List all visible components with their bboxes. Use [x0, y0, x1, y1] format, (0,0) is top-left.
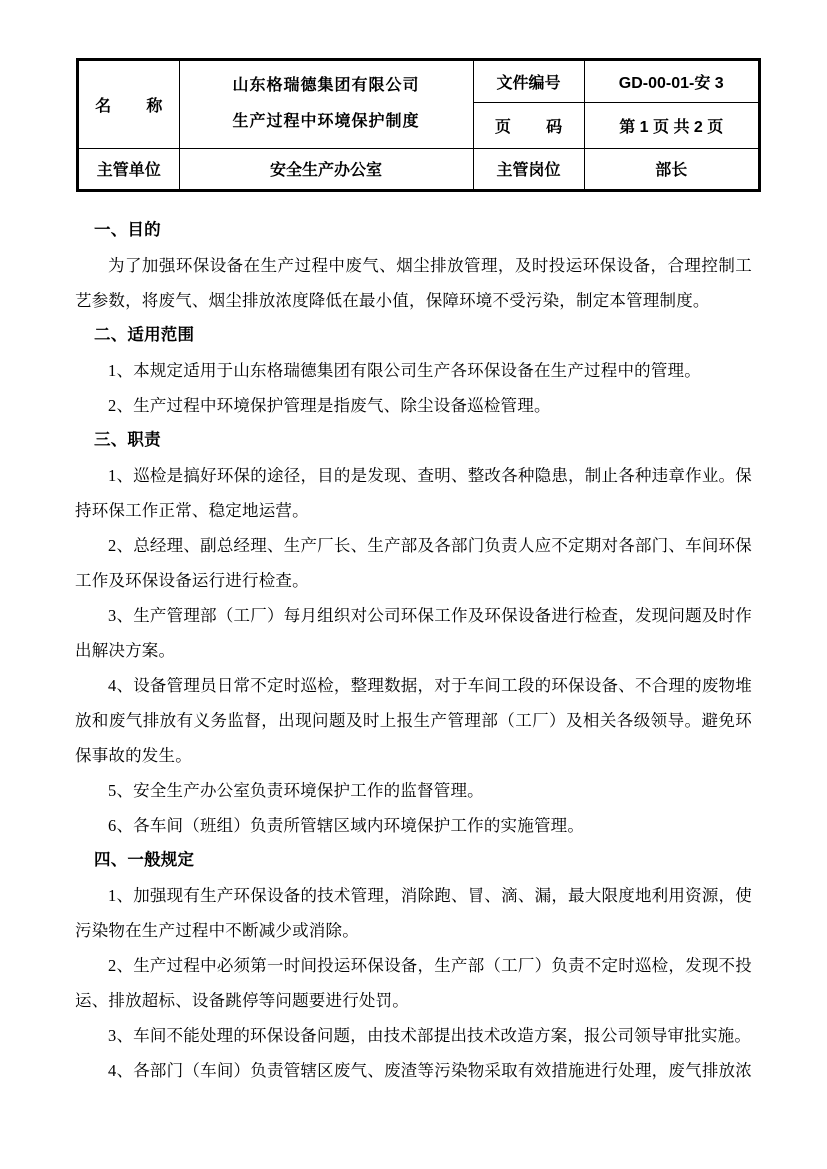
section-heading-purpose: 一、目的	[94, 221, 161, 239]
post-value: 部长	[584, 148, 759, 190]
header-row-3	[78, 148, 759, 190]
paragraph: 1、本规定适用于山东格瑞德集团有限公司生产各环保设备在生产过程中的管理。	[108, 361, 701, 380]
page-value: 第 1 页 共 2 页	[584, 102, 759, 148]
paragraph: 2、总经理、副总经理、生产厂长、生产部及各部门负责人应不定期对各部门、车间环保工作及环保设备运行进行检查。	[75, 536, 752, 590]
paragraph: 6、各车间（班组）负责所管辖区域内环境保护工作的实施管理。	[108, 816, 585, 835]
paragraph: 1、加强现有生产环保设备的技术管理，消除跑、冒、滴、漏，最大限度地利用资源，使污染物在生产过程中不断减少或消除。	[75, 886, 752, 940]
paragraph-continued-next-page: 4、各部门（车间）负责管辖区废气、废渣等污染物采取有效措施进行处理，废气排放浓	[108, 1061, 752, 1080]
section-heading-responsibilities: 三、职责	[94, 431, 161, 449]
paragraph: 为了加强环保设备在生产过程中废气、烟尘排放管理，及时投运环保设备，合理控制工艺参数，将废气、烟尘排放浓度降低在最小值，保障环境不受污染，制定本管理制度。	[75, 256, 752, 310]
post-label: 主管岗位	[473, 148, 584, 190]
company-name-line: 山东格瑞德集团有限公司	[232, 77, 420, 95]
paragraph: 2、生产过程中环境保护管理是指废气、除尘设备巡检管理。	[108, 396, 551, 415]
document-header-table	[77, 59, 760, 191]
name-label-cell	[78, 60, 179, 148]
page-label: 页 码	[494, 118, 563, 136]
document-title-line: 生产过程中环境保护制度	[232, 113, 420, 131]
paragraph: 1、巡检是搞好环保的途径，目的是发现、查明、整改各种隐患，制止各种违章作业。保持环保工作正常、稳定地运营。	[75, 466, 752, 520]
document-body	[75, 213, 752, 1088]
paragraph: 4、设备管理员日常不定时巡检，整理数据，对于车间工段的环保设备、不合理的废物堆放和废气排放有义务监督，出现问题及时上报生产管理部（工厂）及相关各级领导。避免环保事故的发生。	[75, 676, 752, 765]
doc-number-value: GD-00-01-安 3	[584, 60, 759, 102]
section-heading-scope: 二、适用范围	[94, 326, 195, 344]
paragraph: 2、生产过程中必须第一时间投运环保设备，生产部（工厂）负责不定时巡检，发现不投运、排放超标、设备跳停等问题要进行处罚。	[75, 956, 752, 1010]
paragraph: 3、车间不能处理的环保设备问题，由技术部提出技术改造方案，报公司领导审批实施。	[108, 1026, 752, 1045]
section-heading-general-rules: 四、一般规定	[94, 851, 195, 869]
header-row-1	[78, 60, 759, 102]
doc-number-label: 文件编号	[473, 60, 584, 102]
name-value-cell	[179, 60, 473, 148]
name-label: 名 称	[95, 97, 163, 115]
unit-label: 主管单位	[78, 148, 179, 190]
unit-value: 安全生产办公室	[179, 148, 473, 190]
paragraph: 5、安全生产办公室负责环境保护工作的监督管理。	[108, 781, 484, 800]
paragraph: 3、生产管理部（工厂）每月组织对公司环保工作及环保设备进行检查，发现问题及时作出解决方案。	[75, 606, 752, 660]
page-label-cell	[473, 102, 584, 148]
